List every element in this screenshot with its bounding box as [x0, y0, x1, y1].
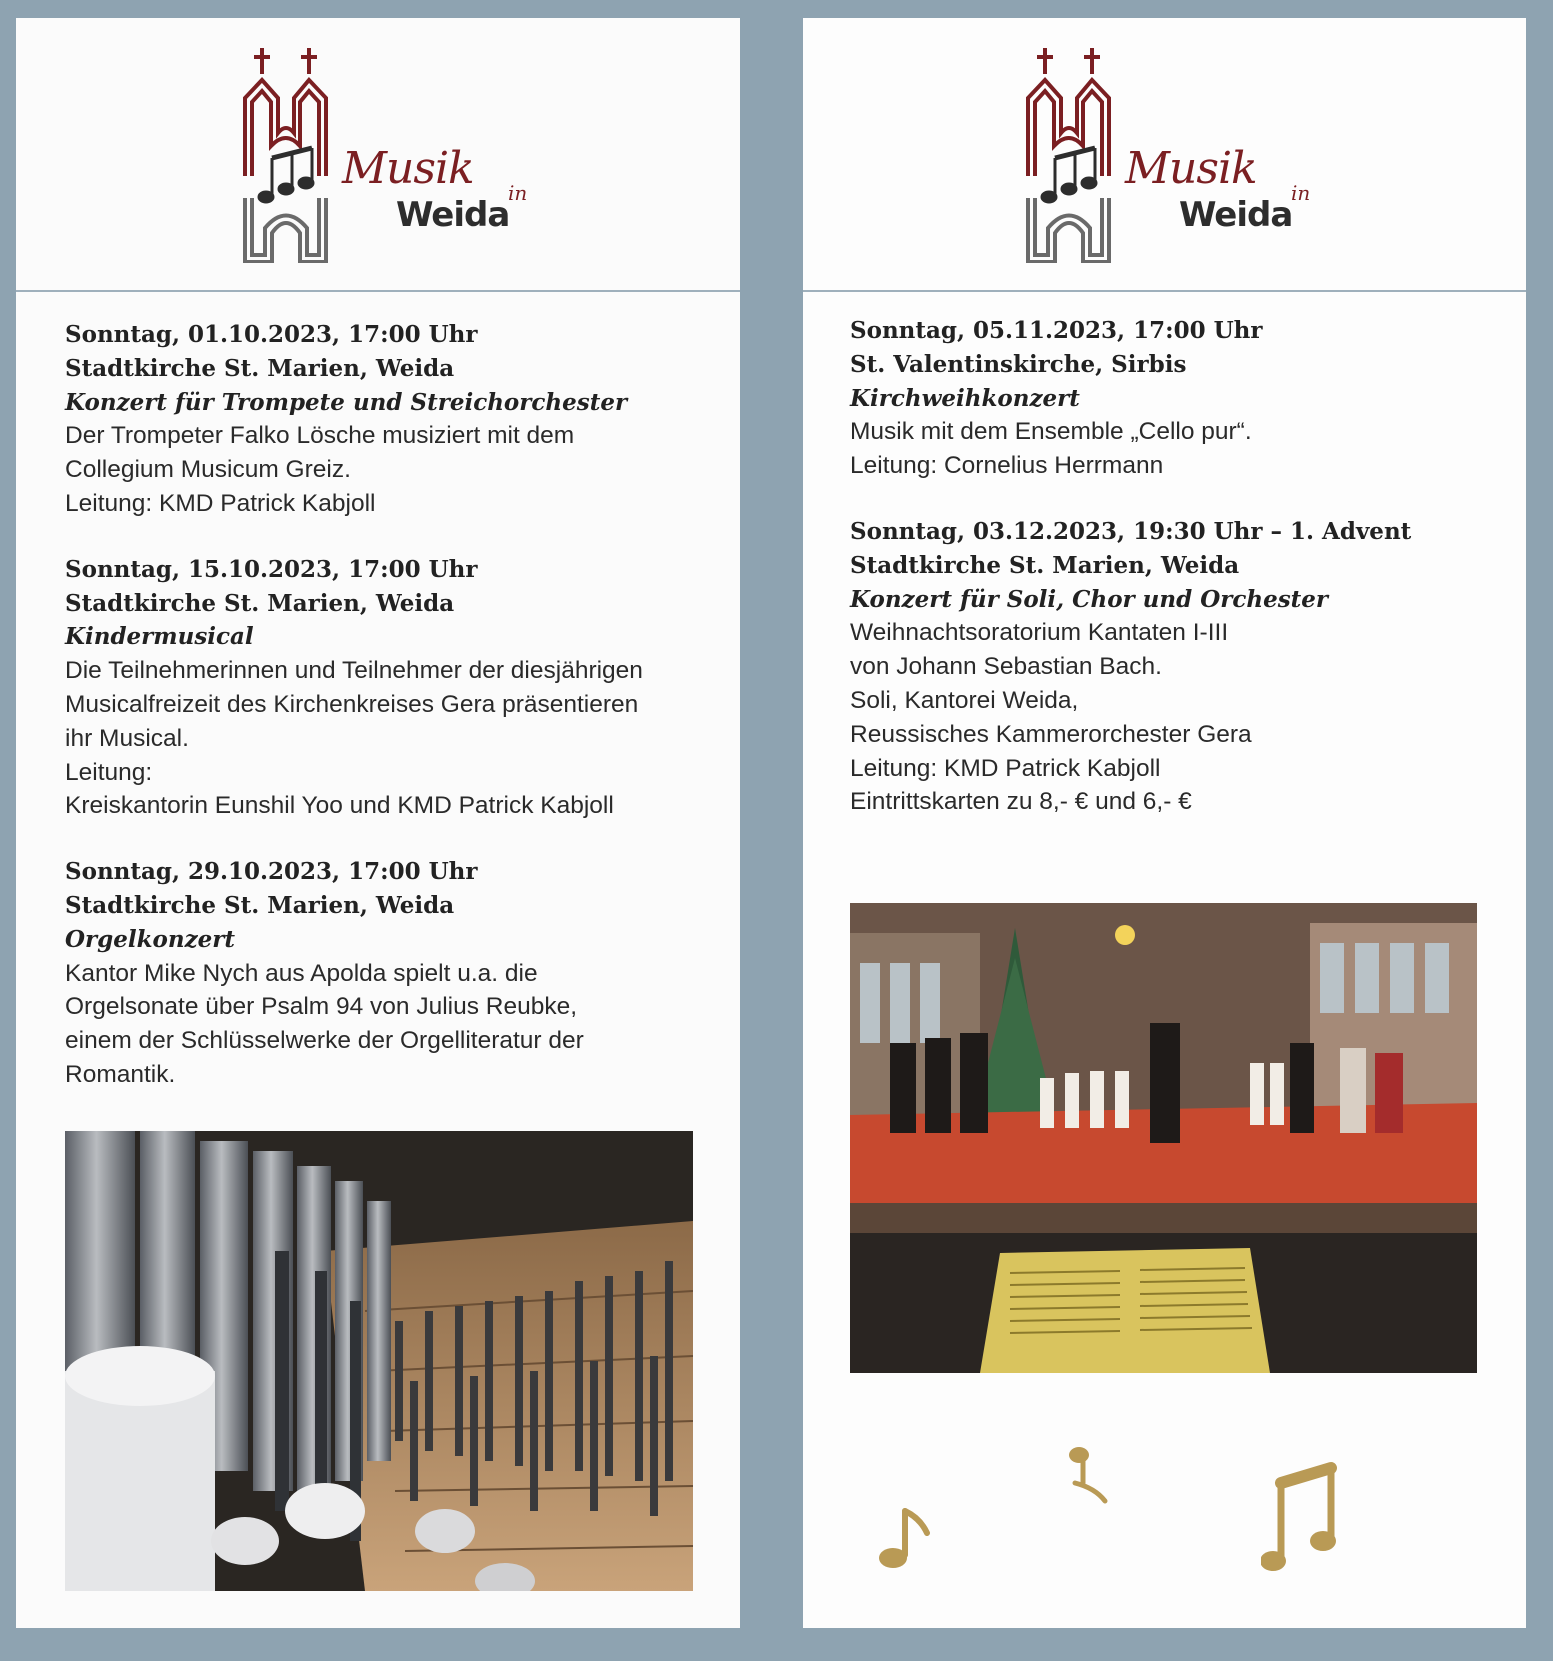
event-list [65, 318, 720, 1124]
brand-logo [1025, 48, 1311, 263]
music-note-icon [865, 1503, 935, 1573]
brand-logo [242, 48, 528, 263]
event-description: Der Trompeter Falko Lösche musiziert mit dem Collegium Musicum Greiz. Leitung: KMD Patrick Kabjoll [65, 422, 575, 517]
organ-pipes-photo [65, 1131, 693, 1591]
flyer-panel-right [803, 18, 1526, 1628]
brand-script: Musik [342, 143, 474, 194]
event-date: Sonntag, 01.10.2023, 17:00 Uhr [65, 321, 478, 348]
flyer-panel-left [16, 18, 740, 1628]
music-note-icon [1261, 1453, 1351, 1583]
event-item [850, 314, 1506, 483]
event-venue: Stadtkirche St. Marien, Weida [850, 551, 1240, 579]
event-description: Die Teilnehmerinnen und Teilnehmer der diesjährigen Musicalfreizeit des Kirchenkreises Gera präsentieren ihr Musical. Leitung: Kreiskantorin Eunshil Yoo und KMD Patrick Kabjoll [65, 657, 643, 820]
event-venue: Stadtkirche St. Marien, Weida [65, 589, 455, 617]
event-title: Konzert für Soli, Chor und Orchester [850, 585, 1329, 613]
event-item [65, 553, 720, 823]
logo-header [16, 18, 740, 292]
event-title: Konzert für Trompete und Streichorchester [65, 388, 628, 416]
event-title: Kindermusical [65, 623, 254, 651]
brand-small: in [1291, 181, 1311, 205]
event-venue: Stadtkirche St. Marien, Weida [65, 354, 455, 382]
music-note-icon [1065, 1443, 1115, 1508]
brand-script: Musik [1125, 143, 1257, 194]
logo-header [803, 18, 1526, 292]
event-item [850, 515, 1506, 819]
brand-town: Weida [1179, 195, 1293, 235]
event-date: Sonntag, 29.10.2023, 17:00 Uhr [65, 858, 478, 886]
christmas-concert-photo [850, 903, 1477, 1373]
brand-small: in [508, 181, 528, 205]
event-description: Kantor Mike Nych aus Apolda spielt u.a. die Orgelsonate über Psalm 94 von Julius Reubke, einem der Schlüsselwerke der Orgelliteratur der Romantik. [65, 959, 584, 1088]
event-title: Orgelkonzert [65, 925, 236, 953]
event-date: Sonntag, 15.10.2023, 17:00 Uhr [65, 555, 478, 583]
brand-town: Weida [396, 195, 510, 235]
event-venue: Stadtkirche St. Marien, Weida [65, 891, 455, 919]
event-title: Kirchweihkonzert [850, 384, 1080, 412]
church-logo-icon [242, 48, 332, 263]
event-item [65, 318, 720, 521]
event-description: Weihnachtsoratorium Kantaten I-III von Johann Sebastian Bach. Soli, Kantorei Weida, Reussisches Kammerorchester Gera Leitung: KMD Patrick Kabjoll Eintrittskarten zu 8,- € und 6,- € [850, 619, 1252, 816]
event-date: Sonntag, 03.12.2023, 19:30 Uhr – 1. Advent [850, 517, 1412, 545]
church-logo-icon [1025, 48, 1115, 263]
event-date: Sonntag, 05.11.2023, 17:00 Uhr [850, 317, 1263, 344]
event-description: Musik mit dem Ensemble „Cello pur“. Leitung: Cornelius Herrmann [850, 418, 1252, 480]
event-venue: St. Valentinskirche, Sirbis [850, 350, 1187, 378]
event-item [65, 855, 720, 1092]
event-list [850, 314, 1506, 851]
